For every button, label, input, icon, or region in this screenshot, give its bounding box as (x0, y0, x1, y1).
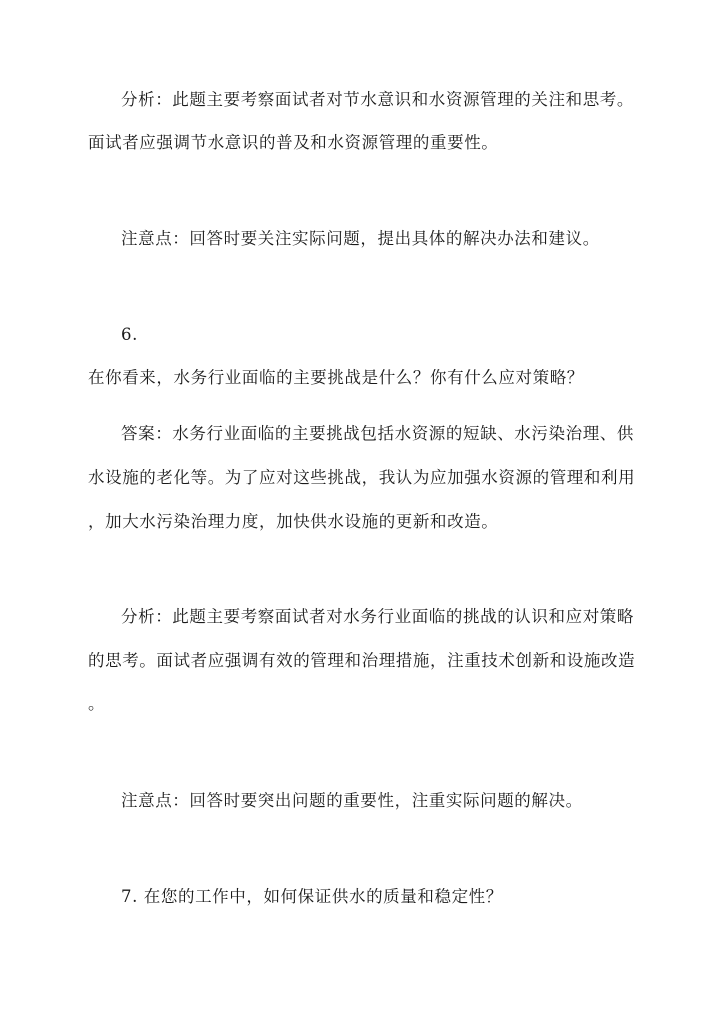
question-6-number: 6. (121, 325, 138, 344)
note-5-line-1: 注意点：回答时要关注实际问题，提出具体的解决办法和建议。 (121, 229, 600, 248)
analysis-6-line-1: 分析：此题主要考察面试者对水务行业面临的挑战的认识和应对策略 (121, 607, 634, 626)
answer-6-line-2: 水设施的老化等。为了应对这些挑战，我认为应加强水资源的管理和利用 (88, 468, 636, 487)
analysis-6-line-2: 的思考。面试者应强调有效的管理和治理措施，注重技术创新和设施改造 (88, 651, 636, 670)
analysis-5-line-1: 分析：此题主要考察面试者对节水意识和水资源管理的关注和思考。 (121, 90, 634, 109)
question-6-text: 在你看来，水务行业面临的主要挑战是什么？你有什么应对策略？ (88, 368, 584, 387)
question-7-text: 7. 在您的工作中，如何保证供水的质量和稳定性？ (121, 887, 503, 906)
answer-6-line-3: ，加大水污染治理力度，加快供水设施的更新和改造。 (88, 512, 499, 531)
analysis-6-line-3: 。 (88, 694, 106, 713)
answer-6-line-1: 答案：水务行业面临的主要挑战包括水资源的短缺、水污染治理、供 (121, 424, 634, 443)
note-6-line-1: 注意点：回答时要突出问题的重要性，注重实际问题的解决。 (121, 791, 583, 810)
analysis-5-line-2: 面试者应强调节水意识的普及和水资源管理的重要性。 (88, 133, 499, 152)
